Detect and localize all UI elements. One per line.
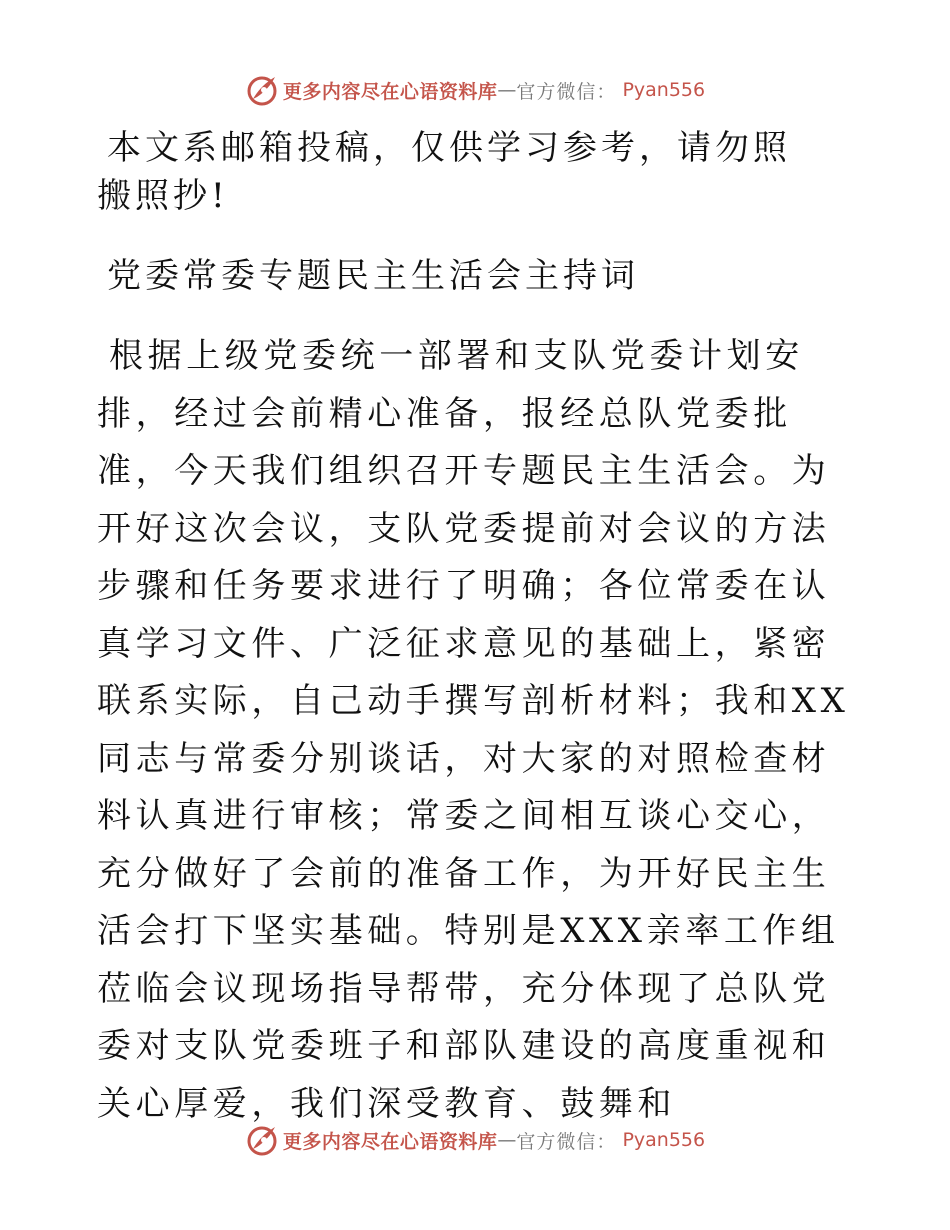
disclaimer-text: 本文系邮箱投稿，仅供学习参考，请勿照搬照抄! xyxy=(97,128,791,216)
wechat-id: Pyan556 xyxy=(622,79,706,101)
body-paragraph: 根据上级党委统一部署和支队党委计划安排，经过会前精心准备，报经总队党委批准，今天我们组织召开专题民主生活会。为开好这次会议，支队党委提前对会议的方法步骤和任务要求进行了明确；各位常委在认真学习文件、广泛征求意见的基础上，紧密联系实际，自己动手撰写剖析材料；我和XX同志与常委分别谈话，对大家的对照检查材料认真进行审核；常委之间相互谈心交心，充分做好了会前的准备工作，为开好民主生活会打下坚实基础。特别是XXX亲率工作组莅临会议现场指导帮带，充分体现了总队党委对支队党委班子和部队建设的高度重视和关心厚爱，我们深受教育、鼓舞和 xyxy=(97,336,850,1124)
brand-text: 更多内容尽在心语资料库 xyxy=(282,1130,498,1153)
wechat-label: 官方微信： xyxy=(516,80,617,103)
brand-text: 更多内容尽在心语资料库 xyxy=(282,80,498,103)
document-title: 党委常委专题民主生活会主持词 xyxy=(107,256,639,296)
header-watermark-banner xyxy=(0,70,950,110)
feather-pen-logo-icon xyxy=(245,1123,279,1157)
separator-dash: — xyxy=(497,1129,517,1151)
footer-watermark-banner xyxy=(0,1120,950,1160)
wechat-label: 官方微信： xyxy=(516,1130,617,1153)
wechat-id: Pyan556 xyxy=(622,1129,706,1151)
separator-dash: — xyxy=(497,79,517,101)
feather-pen-logo-icon xyxy=(245,73,279,107)
